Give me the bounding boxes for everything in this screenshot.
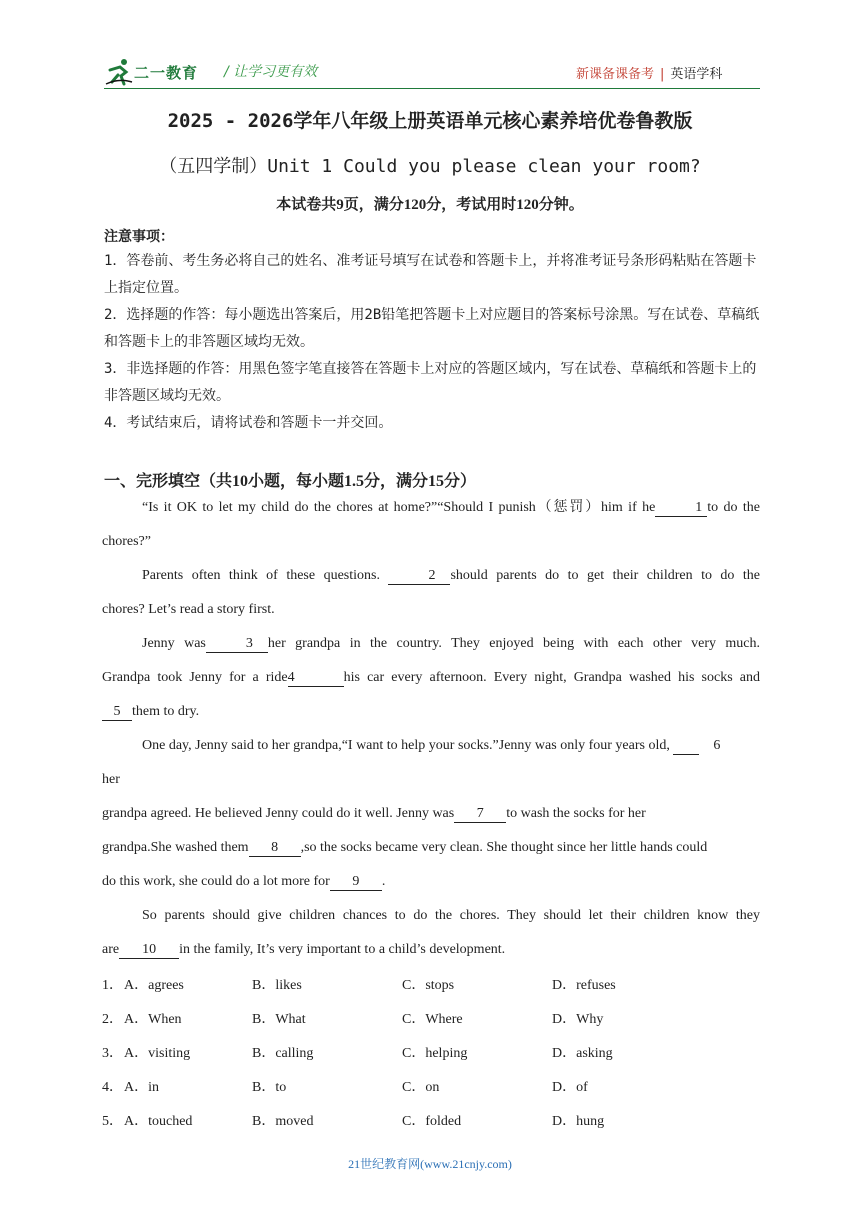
cloze-text: “Is it OK to let my child do the chores at home?”“Should I punish（惩罚）him if he: [142, 500, 656, 515]
question-number: 3．: [102, 1046, 123, 1061]
question-options-row: [102, 1110, 762, 1130]
cloze-text: .: [381, 874, 386, 889]
option-a[interactable]: A．in: [124, 1080, 159, 1095]
cloze-paragraph-2-line2: chores? Let’s read a story first.: [102, 602, 275, 617]
cloze-text: grandpa.She washed them: [102, 840, 249, 855]
option-b[interactable]: B．calling: [252, 1046, 314, 1061]
option-b[interactable]: B．to: [252, 1080, 287, 1095]
cloze-text: to do the: [707, 500, 760, 515]
question-number: 1．: [102, 978, 123, 993]
cloze-text: Jenny was: [142, 636, 206, 651]
notice-heading: 注意事项：: [104, 229, 174, 245]
cloze-paragraph-4-line5: [102, 865, 760, 899]
cloze-paragraph-4-line4: [102, 831, 760, 865]
option-b[interactable]: B．What: [252, 1012, 306, 1027]
cloze-text: One day, Jenny said to her grandpa,“I want to help your socks.”Jenny was only four years old,: [142, 738, 670, 753]
cloze-paragraph-1-line1: [102, 491, 760, 525]
cloze-paragraph-3-line3: [102, 695, 760, 729]
cloze-text: Parents often think of these questions.: [142, 568, 380, 583]
exam-title-line2: （五四学制）Unit 1 Could you please clean your room?: [159, 156, 701, 177]
option-a[interactable]: A．When: [124, 1012, 182, 1027]
cloze-text: ,so the socks became very clean. She thought since her little hands could: [300, 840, 708, 855]
cloze-blank-6: 6: [673, 738, 699, 755]
option-d[interactable]: D．hung: [552, 1114, 605, 1129]
question-number: 5．: [102, 1114, 123, 1129]
cloze-text: her grandpa in the country. They enjoyed being with each other very much.: [267, 636, 761, 651]
cloze-blank-9: 9: [330, 874, 382, 891]
option-c[interactable]: C．stops: [402, 978, 455, 993]
section-heading-cloze: 一、完形填空（共10小题，每小题1.5分，满分15分）: [104, 473, 477, 490]
option-c[interactable]: C．on: [402, 1080, 440, 1095]
option-a[interactable]: A．touched: [124, 1114, 193, 1129]
option-a[interactable]: A．visiting: [124, 1046, 191, 1061]
header-tag-course: 新课备课备考: [576, 67, 655, 82]
cloze-blank-10: 10: [119, 942, 179, 959]
cloze-paragraph-2-line1: [102, 559, 760, 593]
cloze-text: in the family, It’s very important to a child’s development.: [179, 942, 506, 957]
header-tag: [576, 63, 722, 82]
slogan: / 让学习更有效: [224, 64, 318, 80]
cloze-paragraph-4-line2: her: [102, 772, 120, 787]
notice-item-3: 3．非选择题的作答：用黑色签字笔直接答在答题卡上对应的答题区域内，写在试卷、草稿纸和答题卡上的非答题区域均无效。: [104, 361, 757, 404]
cloze-blank-7: 7: [454, 806, 506, 823]
option-b[interactable]: B．likes: [252, 978, 302, 993]
cloze-paragraph-5-line2: [102, 933, 760, 967]
cloze-paragraph-4-line3: [102, 797, 760, 831]
exam-info: 本试卷共9页，满分120分，考试用时120分钟。: [276, 197, 584, 213]
header-tag-separator: |: [660, 67, 665, 82]
cloze-text: grandpa agreed. He believed Jenny could do it well. Jenny was: [102, 806, 455, 821]
question-options-row: [102, 1008, 762, 1028]
cloze-text: to wash the socks for her: [506, 806, 646, 821]
option-c[interactable]: C．Where: [402, 1012, 463, 1027]
option-a[interactable]: A．agrees: [124, 978, 184, 993]
option-c[interactable]: C．folded: [402, 1114, 462, 1129]
question-options-row: [102, 974, 762, 994]
cloze-paragraph-4-line1: [102, 729, 760, 763]
cloze-paragraph-3-line1: [102, 627, 760, 661]
cloze-paragraph-1-line2: chores?”: [102, 534, 151, 549]
option-c[interactable]: C．helping: [402, 1046, 468, 1061]
cloze-text: should parents do to get their children to do the: [450, 568, 761, 583]
cloze-text: them to dry.: [132, 704, 200, 719]
option-d[interactable]: D．asking: [552, 1046, 613, 1061]
cloze-text: are: [102, 942, 120, 957]
option-d[interactable]: D．Why: [552, 1012, 604, 1027]
exam-title-line1: 2025 - 2026学年八年级上册英语单元核心素养培优卷鲁教版: [167, 110, 693, 132]
cloze-text: Grandpa took Jenny for a ride: [102, 670, 288, 685]
notice-item-2: 2．选择题的作答：每小题选出答案后，用2B铅笔把答题卡上对应题目的答案标号涂黑。写在试卷、草稿纸和答题卡上的非答题区域均无效。: [104, 307, 760, 350]
logo-text: 二一教育: [134, 64, 199, 82]
header-divider: [104, 88, 760, 89]
option-d[interactable]: D．of: [552, 1080, 588, 1095]
header-tag-subject: 英语学科: [670, 67, 723, 82]
question-options-row: [102, 1042, 762, 1062]
notice-item-4: 4．考试结束后，请将试卷和答题卡一并交回。: [104, 415, 393, 431]
question-number: 2．: [102, 1012, 123, 1027]
cloze-text: his car every afternoon. Every night, Grandpa washed his socks and: [343, 670, 761, 685]
question-options-row: [102, 1076, 762, 1096]
runner-icon: [104, 58, 134, 86]
cloze-paragraph-5-line1: So parents should give children chances to do the chores. They should let their children know they: [142, 908, 760, 923]
page-footer[interactable]: 21世纪教育网(www.21cnjy.com): [348, 1157, 512, 1171]
cloze-blank-3: 3: [206, 636, 268, 653]
cloze-blank-2: 2: [388, 568, 450, 585]
cloze-blank-5: 5: [102, 704, 132, 721]
cloze-paragraph-3-line2: [102, 661, 760, 695]
cloze-blank-1: 1: [655, 500, 707, 517]
option-b[interactable]: B．moved: [252, 1114, 314, 1129]
option-d[interactable]: D．refuses: [552, 978, 616, 993]
cloze-text: do this work, she could do a lot more for: [102, 874, 330, 889]
notice-item-1: 1．答卷前、考生务必将自己的姓名、准考证号填写在试卷和答题卡上，并将准考证号条形码粘贴在答题卡上指定位置。: [104, 253, 757, 296]
cloze-blank-8: 8: [249, 840, 301, 857]
brand-logo: [104, 58, 214, 86]
cloze-blank-4: 4: [288, 670, 344, 687]
question-number: 4．: [102, 1080, 123, 1095]
